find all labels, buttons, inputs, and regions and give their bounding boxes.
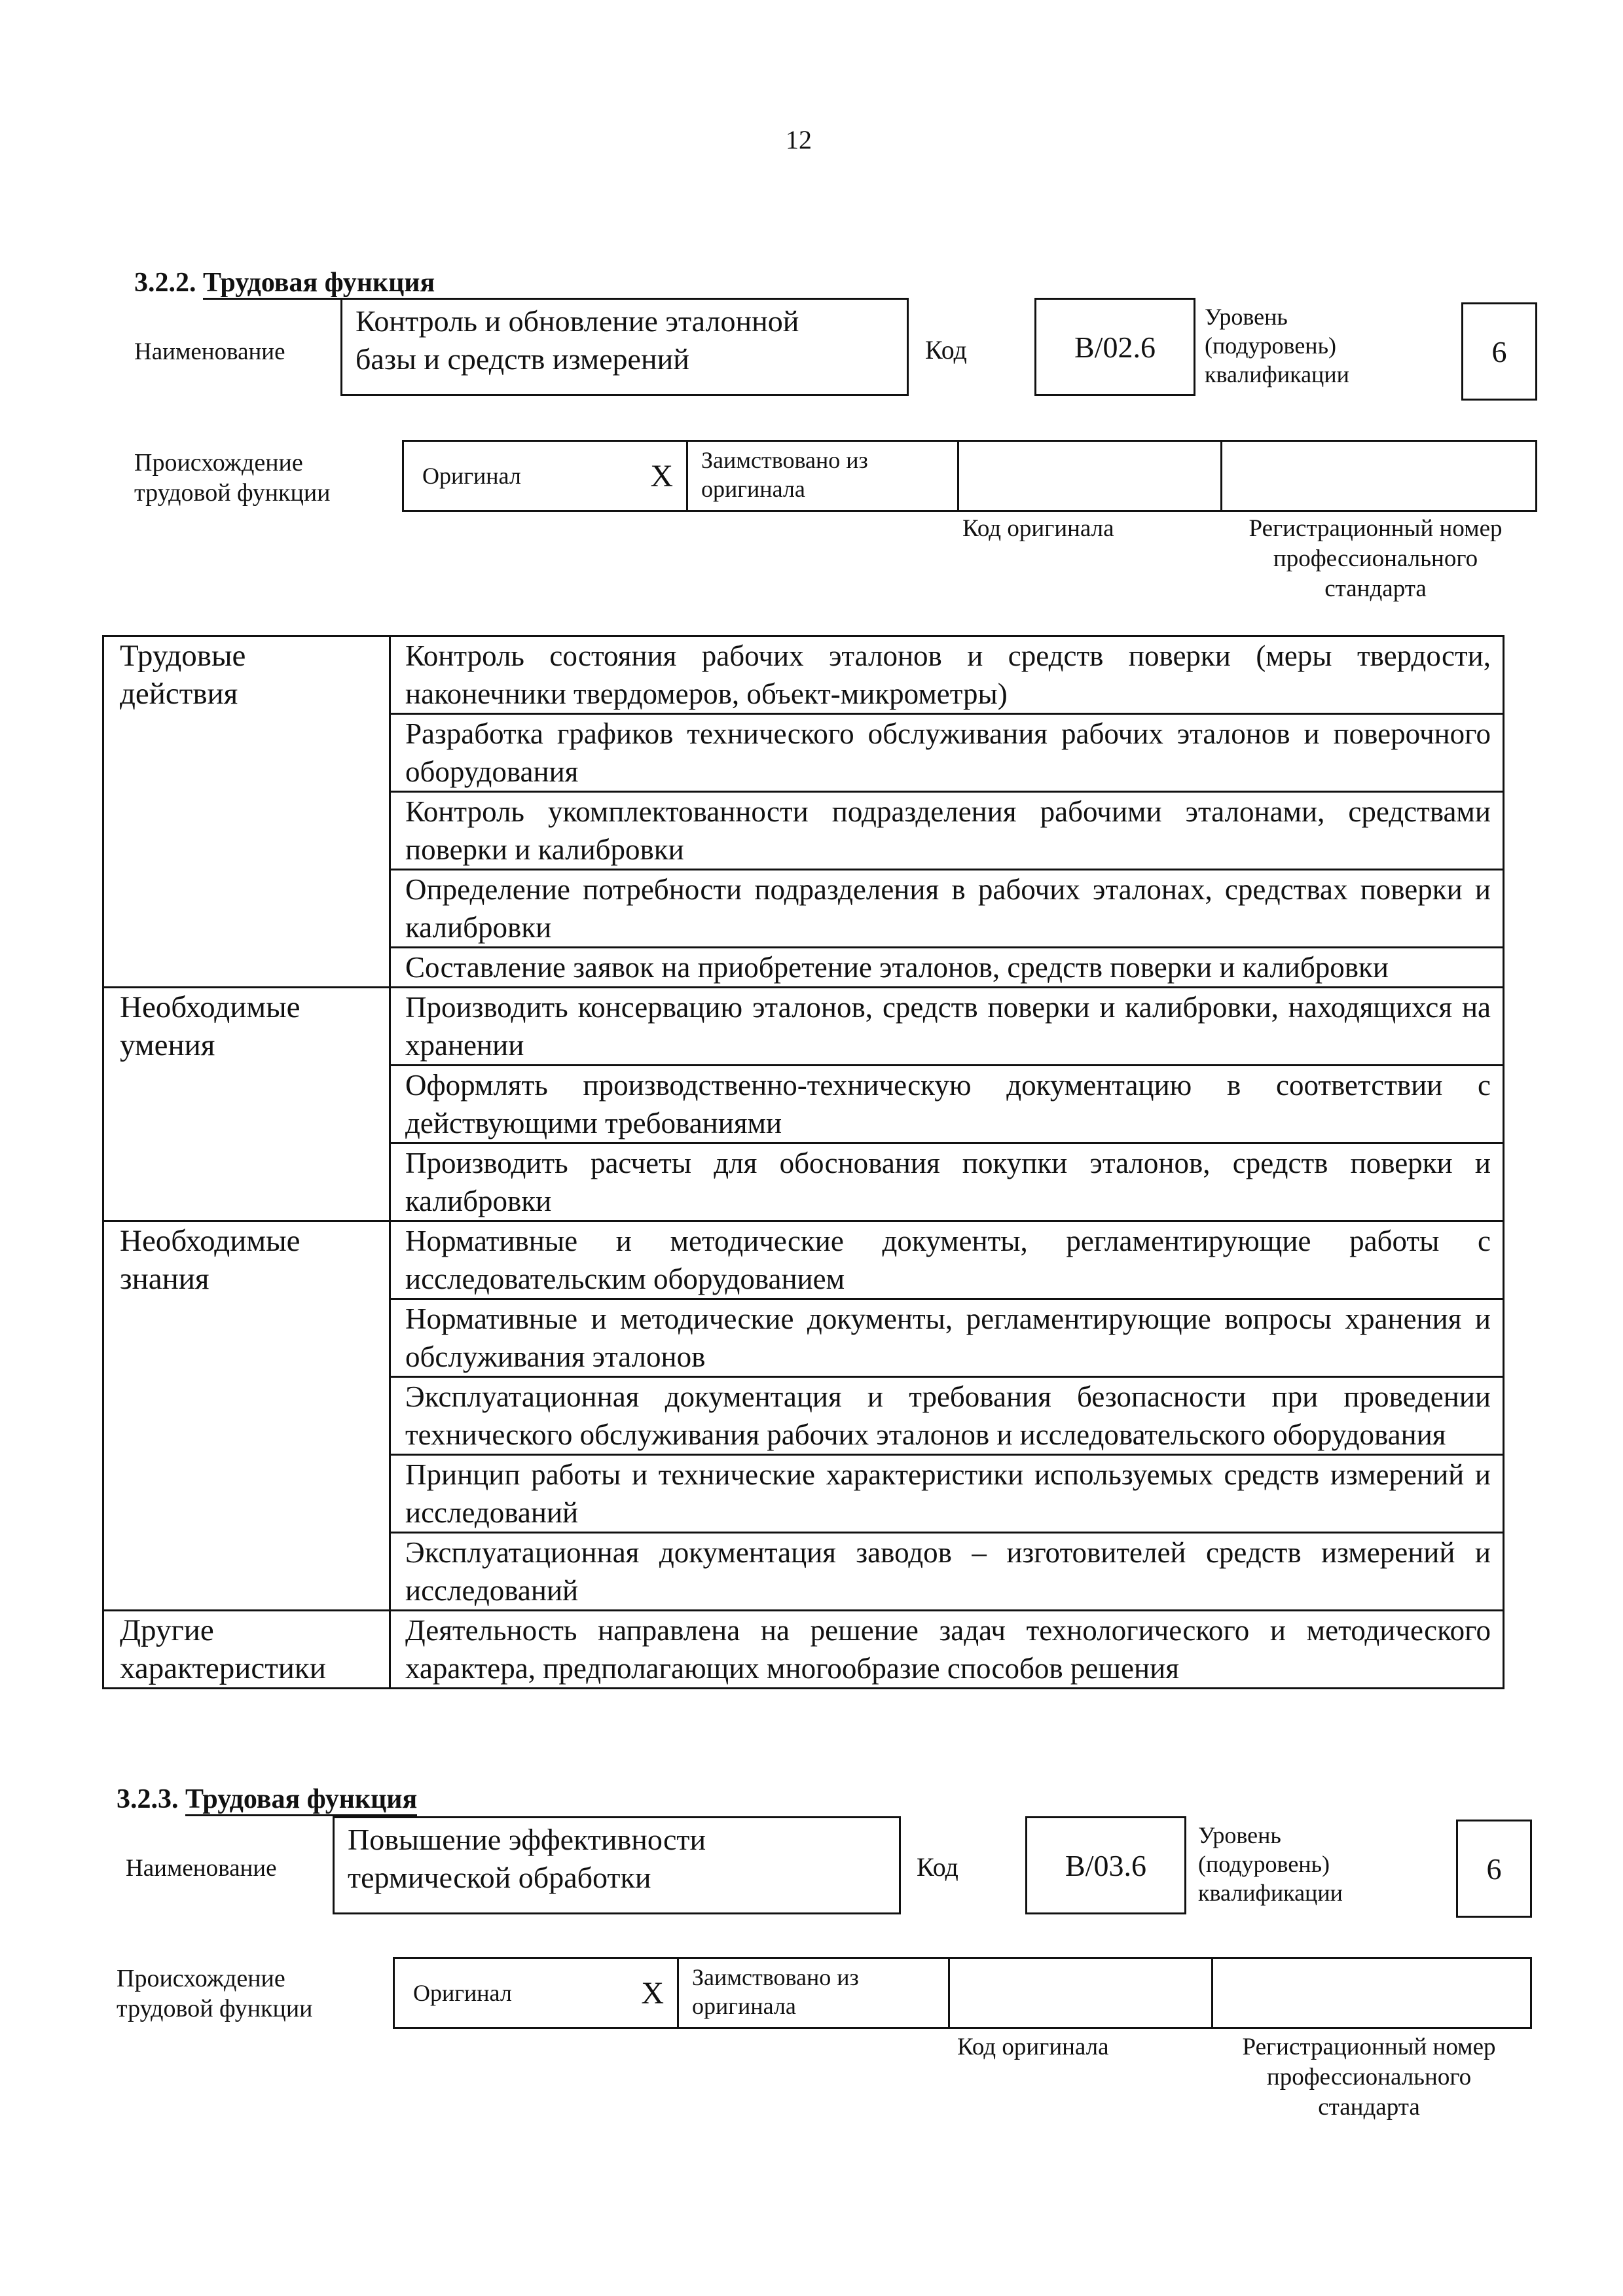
category-cell: [103, 1221, 390, 1611]
function-name-line: базы и средств измерений: [356, 342, 689, 376]
section-number: 3.2.3.: [117, 1784, 179, 1814]
original-label: Оригинал: [413, 1980, 512, 2006]
original-cell: [404, 442, 688, 510]
code-value: B/03.6: [1065, 1848, 1146, 1882]
row-text: Нормативные и методические документы, регламентирующие вопросы хранения и обслуживания эталонов: [390, 1299, 1504, 1377]
table-row: [103, 1611, 1504, 1689]
section-title-text: Трудовая функция: [203, 268, 435, 300]
reg-caption-line: стандарта: [1318, 2094, 1420, 2121]
category-label: характеристики: [120, 1651, 326, 1685]
code-label: Код: [925, 335, 967, 365]
origin-row: [402, 440, 1537, 512]
row-text: Производить расчеты для обоснования покупки эталонов, средств поверки и калибровки: [390, 1143, 1504, 1221]
section-number: 3.2.2.: [134, 268, 196, 298]
qualification-level-label: [1205, 302, 1349, 389]
origin-label-line: трудовой функции: [134, 479, 331, 507]
row-text: Оформлять производственно-техническую документацию в соответствии с действующими требованиями: [390, 1066, 1504, 1143]
level-label-line: (подуровень): [1198, 1851, 1330, 1877]
category-cell: [103, 1611, 390, 1689]
level-label-line: Уровень: [1198, 1822, 1281, 1848]
category-cell: [103, 988, 390, 1221]
reg-number-cell: [1222, 442, 1535, 510]
origin-label-line: трудовой функции: [117, 1995, 313, 2022]
row-text: Производить консервацию эталонов, средств поверки и калибровки, находящихся на хранении: [390, 988, 1504, 1066]
origin-row: [393, 1957, 1532, 2029]
reg-number-caption: [1215, 2032, 1523, 2123]
borrowed-label-line: Заимствовано из: [701, 447, 868, 473]
category-label: умения: [120, 1028, 215, 1062]
level-label-line: квалификации: [1198, 1880, 1343, 1906]
code-value: B/02.6: [1074, 330, 1156, 364]
category-label: Необходимые: [120, 990, 301, 1024]
origin-label: [117, 1964, 313, 2024]
code-original-caption: Код оригинала: [962, 515, 1114, 542]
level-label-line: (подуровень): [1205, 332, 1336, 359]
level-value-box: [1461, 302, 1537, 401]
code-value-box: [1025, 1816, 1186, 1914]
borrowed-label-line: оригинала: [701, 476, 805, 502]
code-label: Код: [917, 1852, 958, 1882]
reg-caption-line: профессионального: [1266, 2064, 1472, 2090]
category-label: Другие: [120, 1613, 214, 1647]
code-original-cell: [950, 1959, 1213, 2027]
table-row: [103, 988, 1504, 1066]
origin-label-line: Происхождение: [134, 449, 303, 476]
reg-caption-line: стандарта: [1324, 575, 1427, 602]
borrowed-label-line: Заимствовано из: [692, 1964, 859, 1990]
reg-caption-line: Регистрационный номер: [1249, 515, 1503, 542]
origin-label: [134, 448, 331, 508]
row-text: Контроль состояния рабочих эталонов и средств поверки (меры твердости, наконечники твердомеров, объект-микрометры): [390, 636, 1504, 714]
qualification-level-label: [1198, 1821, 1343, 1907]
name-label: Наименование: [134, 338, 285, 365]
borrowed-cell: [679, 1959, 950, 2027]
row-text: Деятельность направлена на решение задач технологического и методического характера, предполагающих многообразие способов решения: [390, 1611, 1504, 1689]
table-row: [103, 636, 1504, 714]
code-original-caption: Код оригинала: [957, 2034, 1109, 2060]
function-name-line: Контроль и обновление эталонной: [356, 304, 799, 338]
original-mark: X: [650, 458, 673, 493]
borrowed-label-line: оригинала: [692, 1993, 796, 2019]
function-details-table: [102, 635, 1504, 1689]
row-text: Определение потребности подразделения в рабочих эталонах, средствах поверки и калибровки: [390, 870, 1504, 948]
code-value-box: [1034, 298, 1195, 396]
reg-number-cell: [1213, 1959, 1530, 2027]
function-name-box: [340, 298, 909, 396]
code-original-cell: [959, 442, 1222, 510]
table-row: [103, 1221, 1504, 1299]
level-label-line: квалификации: [1205, 361, 1349, 387]
origin-label-line: Происхождение: [117, 1965, 285, 1992]
row-text: Контроль укомплектованности подразделения рабочими эталонами, средствами поверки и калибровки: [390, 792, 1504, 870]
category-label: действия: [120, 677, 238, 711]
original-mark: X: [641, 1975, 664, 2011]
row-text: Эксплуатационная документация и требования безопасности при проведении технического обслуживания рабочих эталонов и исследовательского оборудования: [390, 1377, 1504, 1455]
section-title-3-2-3: [117, 1784, 417, 1815]
level-value: 6: [1486, 1852, 1502, 1886]
level-value-box: [1456, 1820, 1532, 1918]
category-label: знания: [120, 1262, 210, 1296]
function-name-line: термической обработки: [348, 1861, 651, 1894]
original-label: Оригинал: [422, 463, 521, 489]
category-cell: [103, 636, 390, 988]
reg-caption-line: Регистрационный номер: [1242, 2034, 1496, 2060]
row-text: Принцип работы и технические характеристики используемых средств измерений и исследований: [390, 1455, 1504, 1533]
reg-number-caption: [1222, 514, 1529, 604]
category-label: Трудовые: [120, 639, 246, 673]
section-title-3-2-2: [134, 267, 435, 298]
borrowed-cell: [688, 442, 959, 510]
row-text: Составление заявок на приобретение эталонов, средств поверки и калибровки: [390, 948, 1504, 988]
reg-caption-line: профессионального: [1273, 545, 1478, 572]
name-label: Наименование: [126, 1855, 277, 1882]
section-title-text: Трудовая функция: [185, 1784, 417, 1816]
row-text: Разработка графиков технического обслуживания рабочих эталонов и поверочного оборудования: [390, 714, 1504, 792]
original-cell: [395, 1959, 679, 2027]
level-label-line: Уровень: [1205, 304, 1288, 330]
row-text: Нормативные и методические документы, регламентирующие работы с исследовательским оборудованием: [390, 1221, 1504, 1299]
page-number: 12: [786, 125, 812, 154]
row-text: Эксплуатационная документация заводов – изготовителей средств измерений и исследований: [390, 1533, 1504, 1611]
function-name-box: [333, 1816, 901, 1914]
function-name-line: Повышение эффективности: [348, 1823, 706, 1856]
category-label: Необходимые: [120, 1224, 301, 1258]
level-value: 6: [1491, 334, 1507, 368]
